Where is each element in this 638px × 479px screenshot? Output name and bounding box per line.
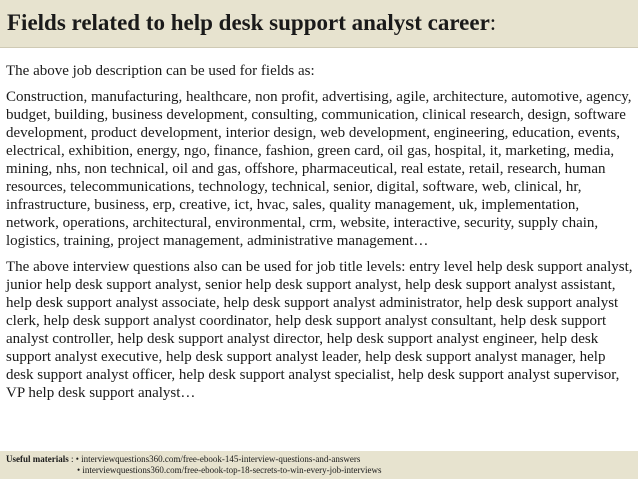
- intro-text: The above job description can be used for fields as:: [6, 63, 315, 79]
- page-title-colon: :: [489, 10, 497, 35]
- footer-link-ebook-top-18[interactable]: • interviewquestions360.com/free-ebook-top-18-secrets-to-win-every-job-interviews: [77, 465, 382, 475]
- main-content: [6, 62, 634, 402]
- footer-row-1: [0, 454, 638, 465]
- title-bar: [0, 0, 638, 48]
- footer: [0, 451, 638, 479]
- footer-label: Useful materials: [6, 454, 69, 464]
- page-title-text: Fields related to help desk support analyst career: [7, 10, 490, 35]
- page-title: [7, 9, 496, 37]
- footer-link-ebook-145[interactable]: : • interviewquestions360.com/free-ebook-145-interview-questions-and-answers: [71, 454, 361, 464]
- job-levels-paragraph: The above interview questions also can be used for job title levels: entry level help desk support analyst, junior help desk support analyst, senior help desk support analyst, help desk support analyst assistant, help desk support analyst associate, help desk support analyst administrator, help desk support analyst clerk, help desk support analyst coordinator, help desk support analyst consultant, help desk support analyst controller, help desk support analyst director, help desk support analyst engineer, help desk support analyst executive, help desk support analyst leader, help desk support analyst manager, help desk support analyst officer, help desk support analyst specialist, help desk support analyst supervisor, VP help desk support analyst…: [6, 259, 633, 401]
- footer-row-2: [0, 465, 638, 476]
- fields-paragraph: Construction, manufacturing, healthcare, non profit, advertising, agile, architecture, automotive, agency, budget, building, business development, consulting, communication, clinical research, design, software development, product development, interior design, web development, engineering, education, events, electrical, exhibition, energy, ngo, finance, fashion, green card, oil gas, hospital, it, marketing, media, mining, nhs, non technical, oil and gas, offshore, pharmaceutical, real estate, retail, research, human resources, telecommunications, technology, technical, senior, digital, software, web, clinical, hr, infrastructure, business, erp, creative, ict, hvac, sales, quality management, uk, implementation, network, operations, architectural, environmental, crm, website, interactive, security, supply chain, logistics, training, project management, administrative management…: [6, 89, 632, 249]
